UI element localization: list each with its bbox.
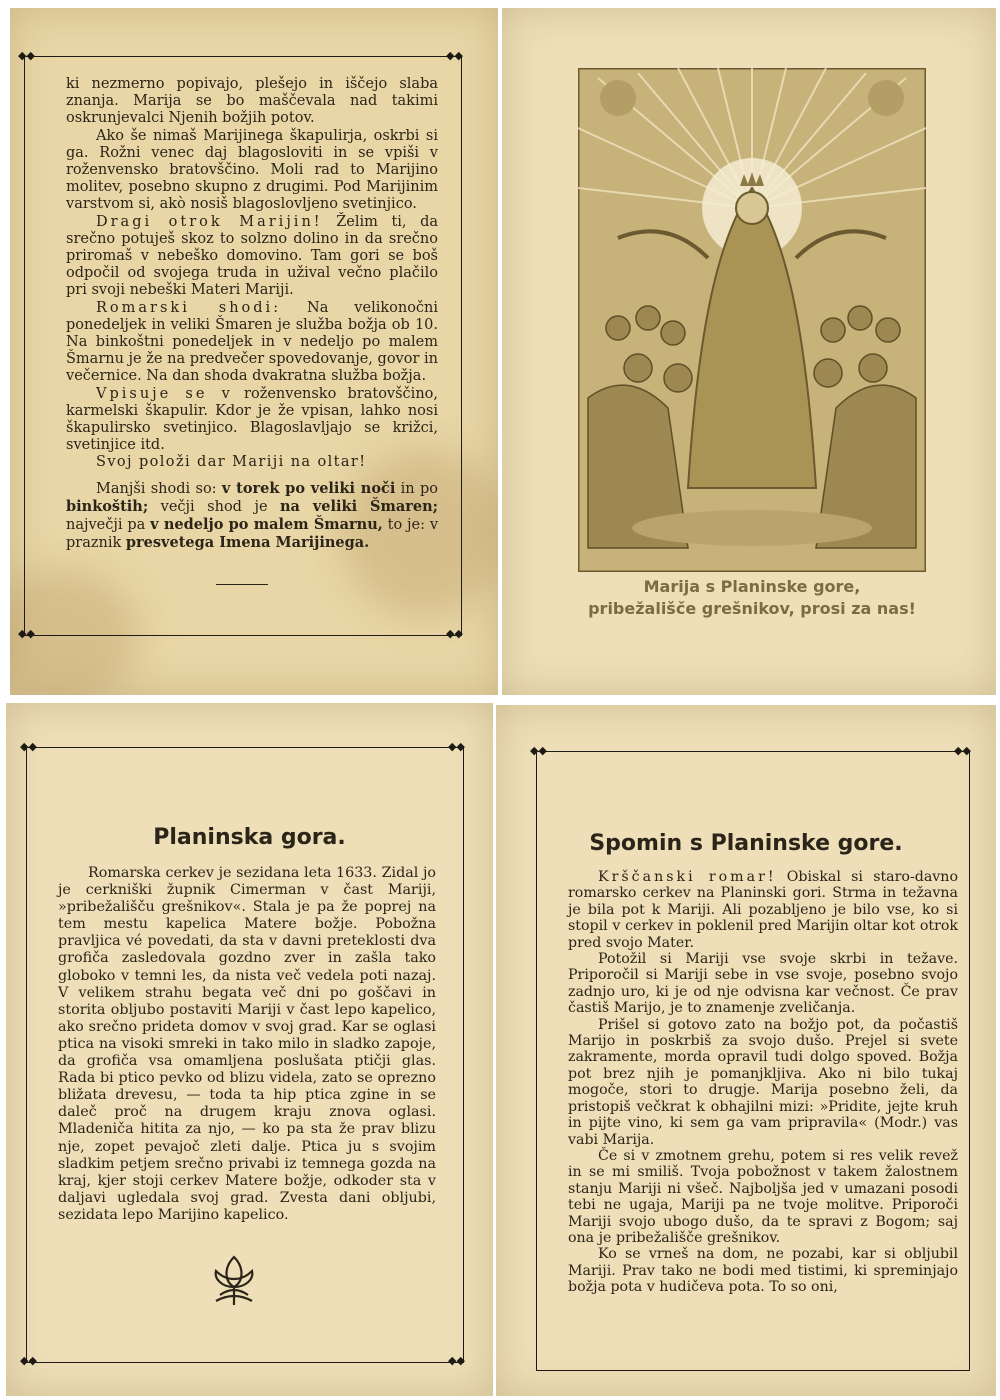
caption-line-2: pribežališče grešnikov, prosi za nas! bbox=[588, 599, 916, 618]
corner-ornament-icon: ◆◆ bbox=[20, 740, 37, 753]
bold-phrase: v nedeljo po malem Šmarnu, bbox=[150, 516, 383, 534]
spaced-phrase: Dragi otrok Marijin! bbox=[96, 213, 323, 230]
corner-ornament-icon: ◆◆ bbox=[530, 744, 547, 757]
paragraph-text: največji pa bbox=[66, 517, 146, 534]
corner-ornament-icon: ◆◆ bbox=[20, 1354, 37, 1367]
spaced-phrase: Vpisuje se v bbox=[96, 385, 233, 402]
corner-ornament-icon: ◆◆ bbox=[446, 627, 463, 640]
page-4-text bbox=[568, 869, 958, 1296]
paragraph bbox=[66, 480, 438, 553]
leaflet-page-2 bbox=[502, 8, 996, 695]
corner-ornament-icon: ◆◆ bbox=[446, 49, 463, 62]
bold-phrase: binkoštih; bbox=[66, 497, 149, 515]
paragraph-text: roženvensko bratovščino, karmelski škapulir. Kdor je že vpisan, lahko nosi škapulirsko svetinjico. Blagoslavljajo se križci, svetinjice itd. bbox=[66, 385, 438, 454]
leaflet-page-1 bbox=[10, 8, 498, 695]
paragraph: Če si v zmotnem grehu, potem si res velik revež in se mi smiliš. Tvoja pobožnost v takem žalostnem stanju Mariji ni všeč. Najboljša jed v umazani posodi tebi ne ugaja, Mariji pa ne tvoje molitve. Priporoči Mariji svojo ubogo dušo, da te spravi z Bogom; saj ona je pribežališče grešnikov. bbox=[568, 1147, 958, 1246]
paragraph: Prišel si gotovo zato na božjo pot, da počastiš Marijo in poskrbiš za svojo dušo. Prejel si svete zakramente, morda opravil tudi dolgo spoved. Božja pot brez njih je pomanjkljiva. Ako ni bilo tukaj mogoče, stori to drugje. Marija posebno želi, da pristopiš večkrat k obhajilni mizi: »Pridite, jejte kruh in pijte vino, ki sem ga vam pripravila« (Modr.) vas vabi Marija. bbox=[568, 1016, 958, 1148]
corner-ornament-icon: ◆◆ bbox=[18, 49, 35, 62]
floral-ornament-icon bbox=[206, 1251, 262, 1309]
illustration-caption bbox=[542, 576, 962, 620]
spaced-phrase: Romarski shodi: bbox=[96, 299, 282, 316]
leaflet-page-3 bbox=[6, 703, 493, 1396]
page-3-text bbox=[58, 865, 436, 1224]
page-title: Planinska gora. bbox=[153, 825, 346, 850]
spaced-phrase: Krščanski romar! bbox=[598, 869, 777, 885]
corner-ornament-icon: ◆◆ bbox=[18, 627, 35, 640]
paragraph-text: Želim ti, da srečno potuješ skoz to solzno dolino in da srečno priromaš v nebeško domovino. Tam gori se boš odpočil od svojega truda in užival večno plačilo pri svoji nebeški Materi Mariji. bbox=[66, 213, 439, 299]
leaflet-page-4 bbox=[496, 705, 996, 1396]
madonna-illustration bbox=[578, 68, 926, 572]
paragraph-text: to je: v praznik bbox=[66, 517, 439, 552]
corner-ornament-icon: ◆◆ bbox=[448, 1354, 465, 1367]
caption-line-1: Marija s Planinske gore, bbox=[643, 577, 861, 596]
paragraph bbox=[568, 869, 958, 951]
paragraph: Svoj položi dar Mariji na oltar! bbox=[96, 454, 367, 471]
paragraph bbox=[66, 214, 438, 300]
section-divider bbox=[216, 584, 268, 585]
corner-ornament-icon: ◆◆ bbox=[954, 744, 971, 757]
corner-ornament-icon: ◆◆ bbox=[448, 740, 465, 753]
paragraph: Romarska cerkev je sezidana leta 1633. Zidal jo je cerkniški župnik Cimerman v čast Mariji, »pribežališču grešnikov«. Stala je pa že poprej na tem mestu kapelica Matere božje. Pobožna pravljica vé povedati, da sta v davni preteklosti dva grofiča zasledovala gozdno zver in zašla tako globoko v temni les, da nista več vedela poti nazaj. V velikem strahu begata več dni po goščavi in storita obljubo postaviti Mariji v čast lepo kapelico, ako srečno prideta domov v svoj grad. Kar se oglasi ptica na visoki smreki in tako milo in sladko zapoje, da grofiča vsa omamljena poslušata ptičji glas. Rada bi ptico pevko od blizu videla, zato se oprezno bližata drevesu, — toda ta hip ptica zgine in se daleč proč na drugem kraju znova oglasi. Mladeniča hitita za njo, — ko pa sta že prav blizu nje, zopet pevajoč zleti dalje. Ptica ju s svojim sladkim petjem srečno privabi iz temnega gozda na kraj, kjer stoji cerkev Matere božje, odkoder sta v daljavi ugledala svoj grad. Zvesta dani obljubi, sezidata lepo Marijino kapelico. bbox=[58, 865, 436, 1223]
paragraph-text: Na velikonočni ponedeljek in veliki Šmaren je služba božja ob 10. Na binkoštni ponedeljek in v nedeljo po malem Šmarnu je že na predvečer spovedovanje, govor in večernice. Na dan shoda dvakratna služba božja. bbox=[66, 299, 439, 385]
paragraph: Ko se vrneš na dom, ne pozabi, kar si obljubil Mariji. Prav tako ne bodi med tistimi, ki spreminjajo božja pota v hudičeva pota. To so oni, bbox=[568, 1246, 958, 1296]
paragraph bbox=[66, 386, 438, 455]
bold-phrase: v torek po veliki noči bbox=[221, 479, 396, 497]
page-1-text bbox=[66, 76, 438, 552]
paragraph-text: Manjši shodi so: bbox=[96, 480, 217, 497]
paragraph: Ako še nimaš Marijinega škapulirja, oskrbi si ga. Rožni venec daj blagosloviti in se vpiši v roženvensko bratovščino. Moli rad to Marijino molitev, posebno skupno z drugimi. Pod Marijinim varstvom si, akò nosiš blagoslovljeno svetinjico. bbox=[66, 127, 438, 213]
paragraph-text: večji shod je bbox=[160, 498, 268, 515]
bold-phrase: na veliki Šmaren; bbox=[280, 497, 438, 515]
paragraph: ki nezmerno popivajo, plešejo in iščejo slaba znanja. Marija se bo maščevala nad takimi oskrunjevalci Njenih božjih potov. bbox=[66, 76, 438, 127]
paragraph-text: Obiskal si staro-davno romarsko cerkev na Planinski gori. Strma in težavna je bila pot k Mariji. Ali pozabljeno je bilo vse, ko si stopil v cerkev in poklenil pred Marijin oltar kot otrok pred svojo Mater. bbox=[568, 869, 958, 951]
paragraph: Potožil si Mariji vse svoje skrbi in težave. Priporočil si Mariji sebe in vse svoje, posebno svojo zadnjo uro, ki je od nje odvisna kar večnost. Če prav častiš Marijo, je to znamenje zveličanja. bbox=[568, 951, 958, 1017]
paragraph-text: in po bbox=[400, 480, 438, 497]
bold-phrase: presvetega Imena Marijinega. bbox=[125, 534, 370, 552]
paragraph bbox=[66, 300, 438, 386]
page-title: Spomin s Planinske gore. bbox=[589, 831, 903, 856]
